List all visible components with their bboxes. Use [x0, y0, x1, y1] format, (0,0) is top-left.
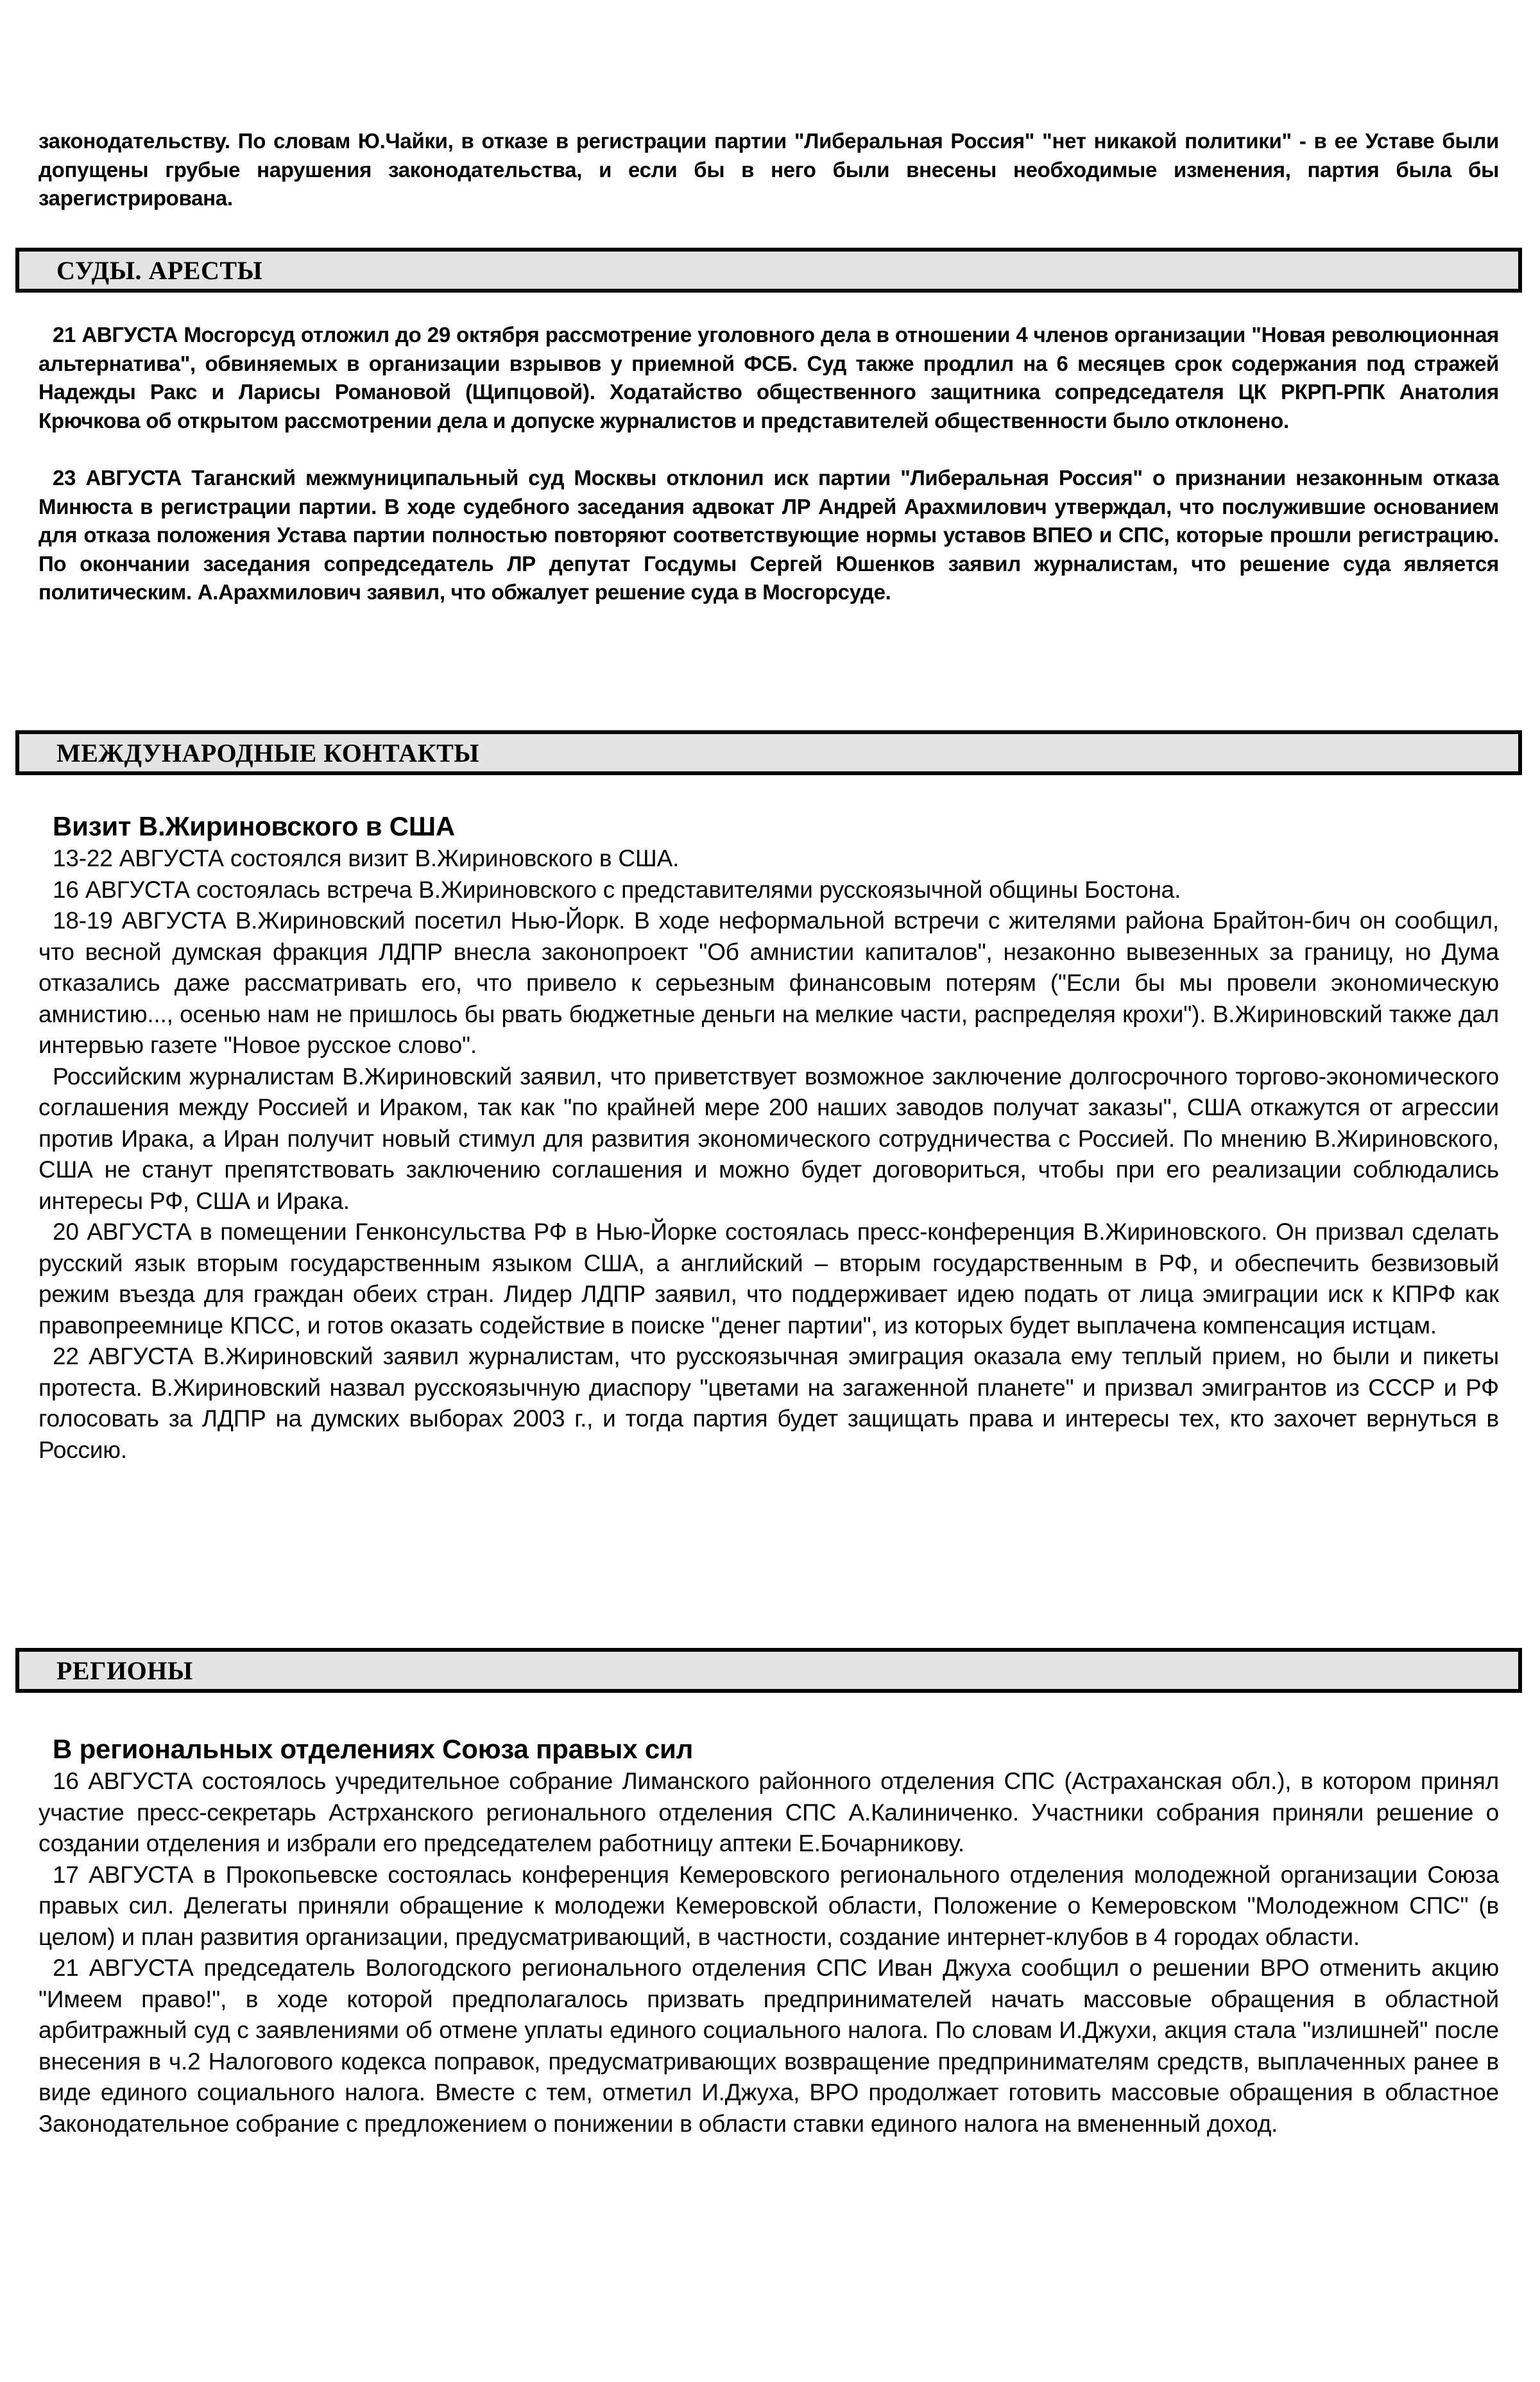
international-content — [38, 810, 1499, 1466]
international-paragraph: 20 АВГУСТА в помещении Генконсульства РФ в Нью-Йорке состоялась пресс-конференция В.Жириновского. Он призвал сделать русский язык вторым государственным языком США, а английский – вторым государственным в РФ, и обеспечить безвизовый режим въезда для граждан обеих стран. Лидер ЛДПР заявил, что поддерживает идею подать от лица эмиграции иск к КПРФ как правопреемнице КПСС, и готов оказать содействие в поиске "денег партии", из которых будет выплачена компенсация истцам. — [38, 1219, 1499, 1339]
international-paragraph: 16 АВГУСТА состоялась встреча В.Жириновского с представителями русскоязычной общины Бостона. — [53, 876, 1181, 903]
international-paragraph: 13-22 АВГУСТА состоялся визит В.Жириновского в США. — [53, 845, 680, 871]
courts-paragraph: 21 АВГУСТА Мосгорсуд отложил до 29 октября рассмотрение уголовного дела в отношении 4 членов организации "Новая революционная альтернатива", обвиняемых в организации взрывов у приемной ФСБ. Суд также продлил на 6 месяцев срок содержания под стражей Надежды Ракс и Ларисы Романовой (Щипцовой). Ходатайство общественного защитника сопредседателя ЦК РКРП-РПК Анатолия Крючкова об открытом рассмотрении дела и допуске журналистов и представителей общественности было отклонено. — [38, 323, 1499, 433]
section-header-international — [15, 730, 1522, 775]
section-title-international: МЕЖДУНАРОДНЫЕ КОНТАКТЫ — [56, 739, 480, 767]
intro-paragraph-block — [38, 127, 1499, 213]
section-header-regions — [15, 1648, 1522, 1693]
subheading-sps-regional: В региональных отделениях Союза правых сил — [53, 1734, 694, 1764]
section-header-courts — [15, 248, 1522, 293]
subheading-zhirinovsky-visit: Визит В.Жириновского в США — [53, 811, 456, 841]
courts-content — [38, 321, 1499, 607]
section-title-regions: РЕГИОНЫ — [56, 1656, 193, 1685]
regions-paragraph: 17 АВГУСТА в Прокопьевске состоялась конференция Кемеровского регионального отделения молодежной организации Союза правых сил. Делегаты приняли обращение к молодежи Кемеровской области, Положение о Кемеровском "Молодежном СПС" (в целом) и план развития организации, предусматривающий, в частности, создание интернет-клубов в 4 городах области. — [38, 1861, 1499, 1950]
international-paragraph: Российским журналистам В.Жириновский заявил, что приветствует возможное заключение долгосрочного торгово-экономического соглашения между Россией и Ираком, так как "по крайней мере 200 наших заводов получат заказы", США откажутся от агрессии против Ирака, а Иран получит новый стимул для развития экономического сотрудничества с Россией. По мнению В.Жириновского, США не станут препятствовать заключению соглашения и можно будет договориться, чтобы при его реализации соблюдались интересы РФ, США и Ирака. — [38, 1063, 1499, 1214]
international-paragraph: 22 АВГУСТА В.Жириновский заявил журналистам, что русскоязычная эмиграция оказала ему теплый прием, но были и пикеты протеста. В.Жириновский назвал русскоязычную диаспору "цветами на загаженной планете" и призвал эмигрантов из СССР и РФ голосовать за ЛДПР на думских выборах 2003 г., и тогда партия будет защищать права и интересы тех, кто захочет вернуться в Россию. — [38, 1343, 1499, 1463]
regions-paragraph: 16 АВГУСТА состоялось учредительное собрание Лиманского районного отделения СПС (Астраханская обл.), в котором принял участие пресс-секретарь Астрханского регионального отделения СПС А.Калиниченко. Участники собрания приняли решение о создании отделения и избрали его председателем работницу аптеки Е.Бочарникову. — [38, 1768, 1499, 1856]
intro-paragraph: законодательству. По словам Ю.Чайки, в отказе в регистрации партии "Либеральная Россия" "нет никакой политики" - в ее Уставе были допущены грубые нарушения законодательства, и если бы в него были внесены необходимые изменения, партия была бы зарегистрирована. — [38, 129, 1499, 210]
section-title-courts: СУДЫ. АРЕСТЫ — [56, 256, 263, 285]
international-paragraph: 18-19 АВГУСТА В.Жириновский посетил Нью-Йорк. В ходе неформальной встречи с жителями района Брайтон-бич он сообщил, что весной думская фракция ЛДПР внесла законопроект "Об амнистии капиталов", незаконно вывезенных за границу, но Дума отказались даже рассматривать его, что привело к серьезным финансовым потерям ("Если бы мы провели экономическую амнистию..., осенью нам не пришлось бы рвать бюджетные деньги на мелкие части, распределяя крохи"). В.Жириновский также дал интервью газете "Новое русское слово". — [38, 907, 1499, 1058]
regions-content — [38, 1733, 1499, 2139]
courts-paragraph: 23 АВГУСТА Таганский межмуниципальный суд Москвы отклонил иск партии "Либеральная Россия" о признании незаконным отказа Минюста в регистрации партии. В ходе судебного заседания адвокат ЛР Андрей Арахмилович утверждал, что послужившие основанием для отказа положения Устава партии полностью повторяют соответствующие нормы уставов ВПЕО и СПС, которые прошли регистрацию. По окончании заседания сопредседатель ЛР депутат Госдумы Сергей Юшенков заявил журналистам, что решение суда является политическим. А.Арахмилович заявил, что обжалует решение суда в Мосгорсуде. — [38, 466, 1499, 604]
regions-paragraph: 21 АВГУСТА председатель Вологодского регионального отделения СПС Иван Джуха сообщил о решении ВРО отменить акцию "Имеем право!", в ходе которой предполагалось призвать предпринимателей начать массовые обращения в областной арбитражный суд с заявлениями об отмене уплаты единого социального налога. По словам И.Джухи, акция стала "излишней" после внесения в ч.2 Налогового кодекса поправок, предусматривающих возвращение предпринимателям средств, выплаченных ранее в виде единого социального налога. Вместе с тем, отметил И.Джуха, ВРО продолжает готовить массовые обращения в областное Законодательное собрание с предложением о понижении в области ставки единого налога на вмененный доход. — [38, 1955, 1499, 2137]
